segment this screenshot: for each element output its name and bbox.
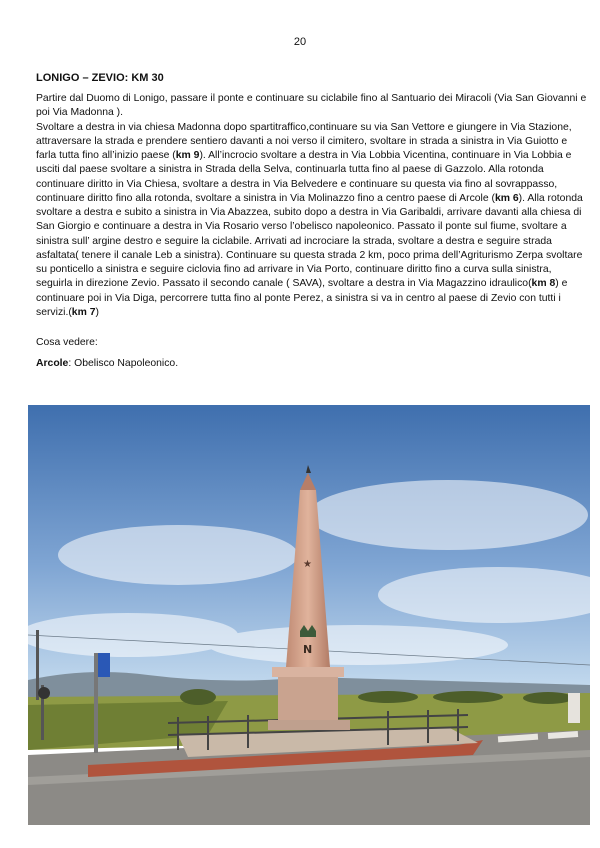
directions-text-4: ) e continuare poi in Via Diga, percorrere tutta fino al ponte Perez, a sinistra si va in centro al paese di Zevio con tutti i servizi.( [36, 278, 568, 318]
obelisk-photo [28, 405, 590, 825]
km-marker: km 7 [71, 306, 96, 318]
km-marker: km 8 [531, 278, 556, 290]
page-number: 20 [293, 36, 307, 48]
directions-text-2: ). All’incrocio svoltare a destra in Via Lobbia Vicentina, continuare in Via Lobbia e usciti dal paese svoltare a sinistra in Strada della Selva, continuarla tutta fino al paese di Gazzolo. Alla rotonda continuare diritto in Via Chiesa, svoltare a destra in Via Belvedere e continuare su questa via fino al sovrappasso, continuare diritto fino alla rotonda, svoltare a sinistra in Via Molinazzo fino a centro paese di Arcole ( [36, 150, 572, 204]
km-marker: km 6 [494, 192, 519, 204]
directions-text-1: Svoltare a destra in via chiesa Madonna dopo spartitraffico,continuare su via San Vettore e giungere in Via Stazione, attraversare la strada e prendere sentiero davanti a noi verso il cimitero, svoltare in strada a sinistra in Via Guiotto e farla tutta fino all’inizio paese ( [36, 121, 572, 161]
directions-paragraph [36, 121, 588, 321]
section-title: LONIGO – ZEVIO: KM 30 [36, 72, 164, 84]
km-marker: km 9 [175, 150, 200, 161]
route-description [36, 92, 588, 320]
intro-paragraph: Partire dal Duomo di Lonigo, passare il ponte e continuare su ciclabile fino al Santuario dei Miracoli (Via San Giovanni e poi Via Madonna ). [36, 93, 587, 119]
directions-text-3: ). Alla rotonda svoltare a destra e subito a sinistra in Via Abazzea, subito dopo a destra in Via Garibaldi, arrivare davanti alla chiesa di San Giorgio e continuare a destra in Via Rosario verso l’obelisco napoleonico. Passato il ponte sul fiume, svoltare a sinistra sull’ argine destro e seguire la ciclabile. Arrivati ad incrociare la strada, svoltare a destra e seguire strada asfaltata( tenere il canale Leb a sinistra). Continuare su questa strada 2 km, poco prima dell’Agriturismo Zerpa svoltare su ponticello a sinistra e seguire ciclovia fino ad arrivare in Via Porto, continuare diritto fino a curva sulla sinistra, seguirla in direzione Zevio. Passato il secondo canale ( SAVA), svoltare a destra in Via Magazzino idraulico( [36, 192, 583, 290]
sight-entry [36, 358, 178, 369]
obelisk-base [278, 675, 338, 723]
directions-text-5: ) [95, 306, 99, 318]
svg-text:★: ★ [303, 559, 312, 570]
cosa-vedere-label: Cosa vedere: [36, 337, 98, 348]
monument-letter: N [303, 643, 313, 656]
sight-place: Arcole [36, 358, 69, 369]
cycle-sign [98, 653, 110, 677]
sight-description: : Obelisco Napoleonico. [68, 358, 179, 369]
